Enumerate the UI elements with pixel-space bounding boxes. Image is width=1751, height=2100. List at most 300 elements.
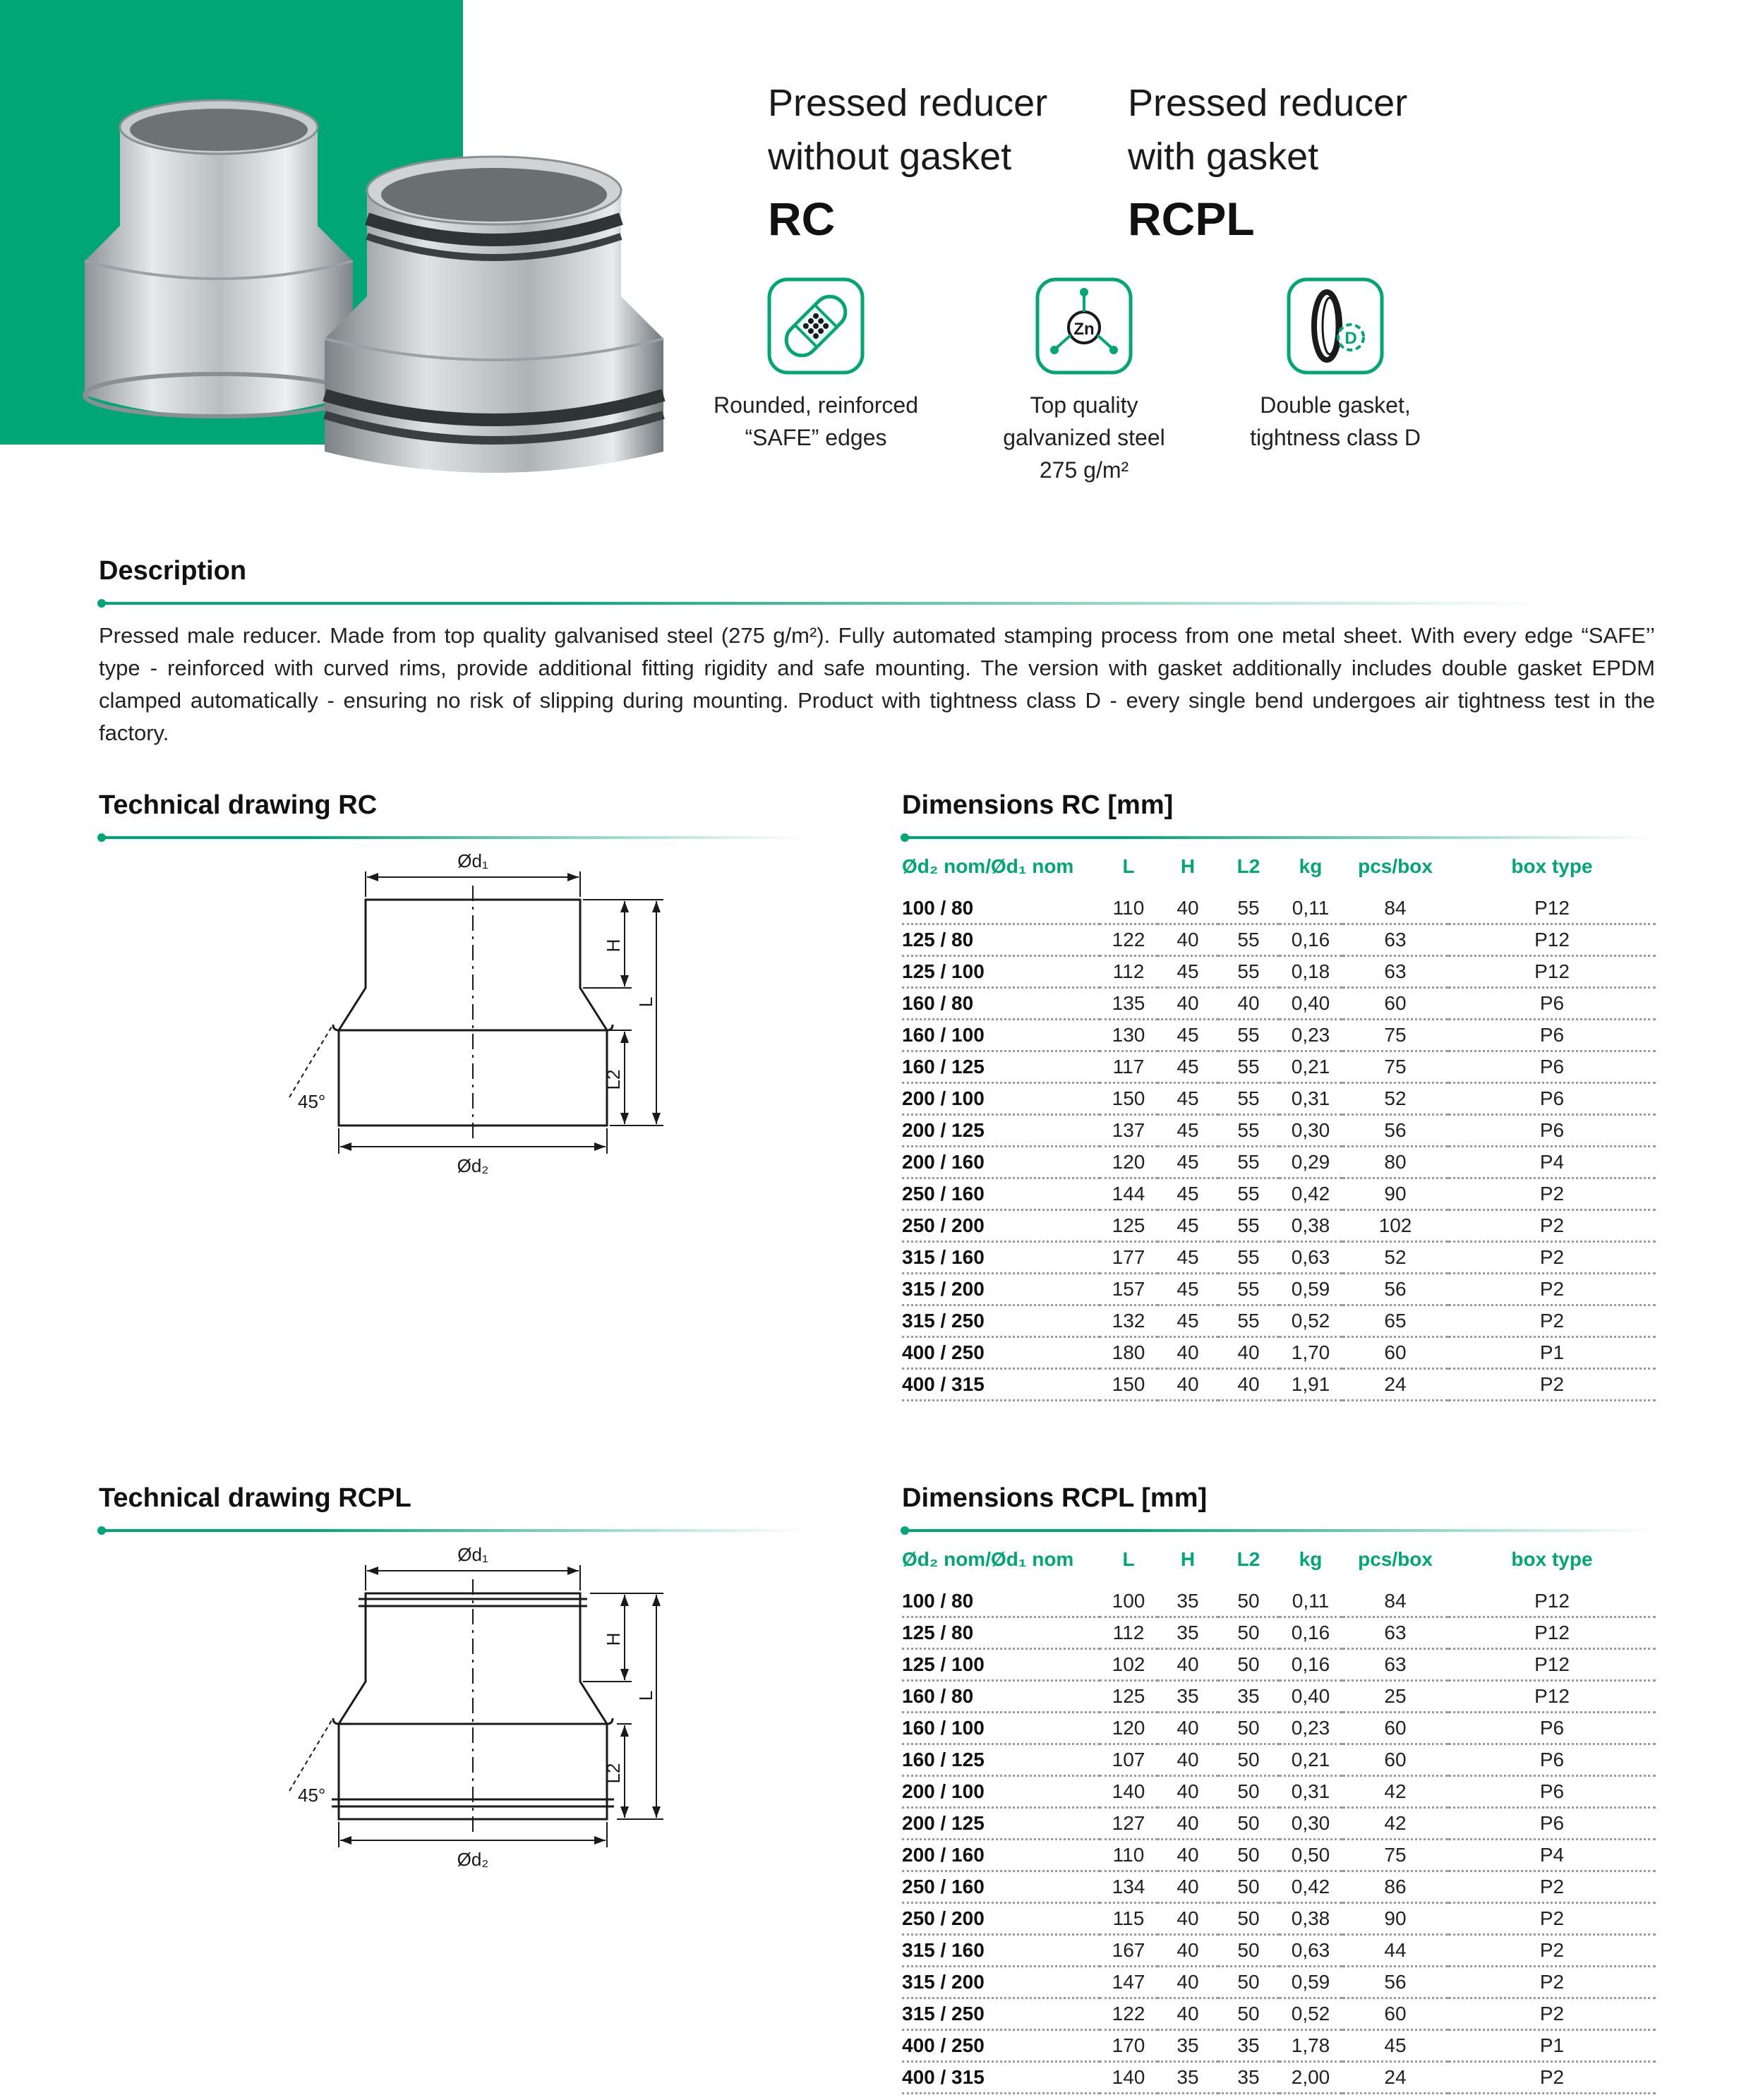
table-cell: 45 <box>1157 1051 1218 1083</box>
table-cell: 100 / 80 <box>902 893 1100 924</box>
table-row <box>902 1840 1656 1871</box>
product-photo <box>71 85 678 480</box>
table-spacer-cell <box>902 888 1656 893</box>
table-header-row <box>902 1538 1656 1581</box>
table-cell: P12 <box>1448 1617 1656 1649</box>
table-cell: 400 / 250 <box>902 2030 1100 2062</box>
table-cell: 125 <box>1100 1210 1157 1242</box>
col-header-l: L <box>1122 855 1135 877</box>
feature-double-gasket <box>1229 277 1441 454</box>
table-cell: 60 <box>1342 1337 1448 1369</box>
table-cell: P12 <box>1448 1586 1656 1617</box>
table-cell: 63 <box>1342 924 1448 956</box>
table-row <box>902 893 1656 924</box>
table-cell: 200 / 160 <box>902 1147 1100 1178</box>
table-row <box>902 1649 1656 1681</box>
table-cell: 0,23 <box>1279 1713 1342 1744</box>
product-title-rcpl <box>1128 76 1438 246</box>
table-row <box>902 1305 1656 1337</box>
feature-safe-edges <box>710 277 922 454</box>
table-cell: 122 <box>1100 924 1157 956</box>
table-row <box>902 1998 1656 2030</box>
table-row <box>902 1967 1656 1998</box>
table-row <box>902 1178 1656 1210</box>
table-cell: 160 / 125 <box>902 1744 1100 1776</box>
rcpl-label-angle: 45° <box>298 1785 326 1806</box>
table-cell: 75 <box>1342 1840 1448 1871</box>
table-cell: 55 <box>1218 1083 1279 1115</box>
table-cell: 40 <box>1157 988 1218 1020</box>
table-cell: 40 <box>1157 1871 1218 1903</box>
table-cell: 55 <box>1218 1147 1279 1178</box>
table-cell: 2,00 <box>1279 2062 1342 2094</box>
table-cell: 0,11 <box>1279 893 1342 924</box>
table-cell: P1 <box>1448 2030 1656 2062</box>
table-cell: 137 <box>1100 1115 1157 1147</box>
table-row <box>902 1147 1656 1178</box>
table-cell: 63 <box>1342 1649 1448 1681</box>
rc-label-d2: Ød₂ <box>457 1155 489 1175</box>
table-cell: 35 <box>1218 2030 1279 2062</box>
table-cell: 125 <box>1100 1681 1157 1713</box>
product-rc-code: RC <box>768 193 836 245</box>
table-cell: 180 <box>1100 1337 1157 1369</box>
table-cell: P2 <box>1448 1935 1656 1967</box>
feature-gasket-line1: Double gasket, <box>1260 392 1411 418</box>
table-cell: 117 <box>1100 1051 1157 1083</box>
table-cell: 40 <box>1157 1903 1218 1935</box>
table-cell: 24 <box>1342 2062 1448 2094</box>
table-cell: 55 <box>1218 924 1279 956</box>
table-cell: 50 <box>1218 1998 1279 2030</box>
table-cell: 55 <box>1218 1274 1279 1305</box>
drawing-rc-title: Technical drawing RC <box>99 790 378 820</box>
table-cell: 100 / 80 <box>902 1586 1100 1617</box>
table-cell: 42 <box>1342 1776 1448 1808</box>
product-rcpl-name-line2: with gasket <box>1128 135 1319 178</box>
table-cell: 115 <box>1100 1903 1157 1935</box>
table-cell: 400 / 250 <box>902 1337 1100 1369</box>
table-cell: P2 <box>1448 1210 1656 1242</box>
table-cell: 0,50 <box>1279 1840 1342 1871</box>
drawing-rcpl-title: Technical drawing RCPL <box>99 1483 411 1513</box>
table-cell: 40 <box>1157 1776 1218 1808</box>
table-cell: 127 <box>1100 1808 1157 1840</box>
double-gasket-class-d-icon <box>1286 277 1385 375</box>
table-cell: 160 / 100 <box>902 1713 1100 1744</box>
table-cell: 56 <box>1342 1967 1448 1998</box>
table-cell: P2 <box>1448 1369 1656 1401</box>
table-cell: 40 <box>1157 1840 1218 1871</box>
table-cell: 75 <box>1342 1051 1448 1083</box>
table-row <box>902 1744 1656 1776</box>
col-header-kg: kg <box>1299 1548 1323 1570</box>
table-cell: 250 / 160 <box>902 1871 1100 1903</box>
table-cell: 0,11 <box>1279 1586 1342 1617</box>
table-cell: 200 / 100 <box>902 1776 1100 1808</box>
table-cell: 160 / 80 <box>902 1681 1100 1713</box>
table-cell: 112 <box>1100 956 1157 988</box>
table-cell: 50 <box>1218 1713 1279 1744</box>
table-cell: 52 <box>1342 1242 1448 1274</box>
table-cell: 134 <box>1100 1871 1157 1903</box>
table-rc-title: Dimensions RC [mm] <box>902 790 1174 820</box>
table-cell: P2 <box>1448 1305 1656 1337</box>
table-cell: 84 <box>1342 893 1448 924</box>
col-header-l2: L2 <box>1236 1548 1260 1570</box>
table-cell: 132 <box>1100 1305 1157 1337</box>
product-rc-name-line2: without gasket <box>768 135 1012 178</box>
table-cell: 0,59 <box>1279 1274 1342 1305</box>
table-row <box>902 1871 1656 1903</box>
col-header-h: H <box>1180 1548 1196 1570</box>
table-cell: 1,91 <box>1279 1369 1342 1401</box>
table-row <box>902 1935 1656 1967</box>
col-header-pcs-box: pcs/box <box>1358 1548 1433 1570</box>
table-cell: 250 / 200 <box>902 1210 1100 1242</box>
table-cell: 50 <box>1218 1617 1279 1649</box>
table-cell: 50 <box>1218 1744 1279 1776</box>
table-cell: 55 <box>1218 1305 1279 1337</box>
table-cell: 0,16 <box>1279 924 1342 956</box>
table-cell: 90 <box>1342 1903 1448 1935</box>
table-cell: 80 <box>1342 1147 1448 1178</box>
table-cell: 50 <box>1218 1649 1279 1681</box>
table-cell: 100 <box>1100 1586 1157 1617</box>
table-row <box>902 1617 1656 1649</box>
table-header-row <box>902 845 1656 888</box>
table-row <box>902 1274 1656 1305</box>
rc-label-angle: 45° <box>298 1091 326 1112</box>
table-cell: 160 / 80 <box>902 988 1100 1020</box>
table-cell: 250 / 200 <box>902 1903 1100 1935</box>
table-cell: 35 <box>1218 1681 1279 1713</box>
drawing-rc-divider <box>99 836 805 839</box>
table-cell: 63 <box>1342 956 1448 988</box>
table-row <box>902 1020 1656 1051</box>
table-cell: 35 <box>1218 2062 1279 2094</box>
table-cell: 35 <box>1157 2062 1218 2094</box>
table-cell: 200 / 160 <box>902 1840 1100 1871</box>
table-row <box>902 1051 1656 1083</box>
table-cell: 130 <box>1100 1020 1157 1051</box>
table-cell: 90 <box>1342 1178 1448 1210</box>
table-cell: 40 <box>1157 893 1218 924</box>
table-cell: 400 / 315 <box>902 2062 1100 2094</box>
table-cell: 25 <box>1342 1681 1448 1713</box>
table-cell: 0,30 <box>1279 1115 1342 1147</box>
table-cell: 40 <box>1157 1998 1218 2030</box>
table-cell: 55 <box>1218 893 1279 924</box>
table-cell: 167 <box>1100 1935 1157 1967</box>
technical-drawing-rc <box>268 843 692 1175</box>
table-cell: 150 <box>1100 1083 1157 1115</box>
table-row <box>902 1337 1656 1369</box>
table-cell: 50 <box>1218 1840 1279 1871</box>
table-cell: 45 <box>1157 1178 1218 1210</box>
table-spacer <box>902 888 1656 893</box>
table-cell: 125 / 100 <box>902 1649 1100 1681</box>
table-cell: 0,40 <box>1279 988 1342 1020</box>
table-row <box>902 2030 1656 2062</box>
table-cell: P2 <box>1448 1998 1656 2030</box>
table-cell: 0,31 <box>1279 1083 1342 1115</box>
description-divider <box>99 602 1546 605</box>
product-rcpl-code: RCPL <box>1128 193 1255 245</box>
table-cell: 315 / 200 <box>902 1967 1100 1998</box>
table-row <box>902 1713 1656 1744</box>
table-cell: 35 <box>1157 1617 1218 1649</box>
table-rc-divider <box>902 836 1657 839</box>
table-cell: 0,16 <box>1279 1617 1342 1649</box>
table-row <box>902 956 1656 988</box>
table-cell: 60 <box>1342 1713 1448 1744</box>
table-cell: 170 <box>1100 2030 1157 2062</box>
product-rc-name-line1: Pressed reducer <box>768 82 1048 124</box>
table-cell: P12 <box>1448 1649 1656 1681</box>
rc-label-h: H <box>603 939 624 953</box>
table-cell: 1,78 <box>1279 2030 1342 2062</box>
table-cell: 315 / 160 <box>902 1242 1100 1274</box>
table-row <box>902 1903 1656 1935</box>
table-cell: 55 <box>1218 1210 1279 1242</box>
description-text: Pressed male reducer. Made from top quality galvanised steel (275 g/m²). Fully automated stamping process from one metal sheet. With every edge “SAFE’’ type - reinforced with curved rims, provide additional fitting rigidity and safe mounting. The version with gasket additionally includes double gasket EPDM clamped automatically - ensuring no risk of slipping during mounting. Product with tightness class D - every single bend undergoes air tightness test in the factory. <box>99 623 1655 745</box>
table-cell: 40 <box>1157 1649 1218 1681</box>
col-header-pcs-box: pcs/box <box>1358 855 1433 877</box>
svg-text:D: D <box>1344 329 1357 348</box>
table-cell: 24 <box>1342 1369 1448 1401</box>
rc-label-l2: L2 <box>603 1069 624 1090</box>
table-cell: 200 / 125 <box>902 1115 1100 1147</box>
table-cell: 50 <box>1218 1967 1279 1998</box>
feature-safe-line1: Rounded, reinforced <box>714 392 918 418</box>
table-cell: 40 <box>1218 1337 1279 1369</box>
table-cell: 144 <box>1100 1178 1157 1210</box>
table-row <box>902 1776 1656 1808</box>
table-row <box>902 1083 1656 1115</box>
col-header-kg: kg <box>1299 855 1323 877</box>
table-cell: 400 / 315 <box>902 1369 1100 1401</box>
table-rcpl-divider <box>902 1529 1657 1532</box>
table-cell: 0,21 <box>1279 1744 1342 1776</box>
table-cell: 147 <box>1100 1967 1157 1998</box>
feature-galv-line2: galvanized steel <box>1003 425 1165 450</box>
feature-galv-line1: Top quality <box>1030 392 1138 418</box>
table-cell: 40 <box>1157 1935 1218 1967</box>
table-cell: 40 <box>1157 1713 1218 1744</box>
table-cell: P12 <box>1448 956 1656 988</box>
table-cell: 0,16 <box>1279 1649 1342 1681</box>
col-header-l: L <box>1122 1548 1135 1570</box>
table-cell: 0,23 <box>1279 1020 1342 1051</box>
table-spacer <box>902 1581 1656 1586</box>
table-cell: 157 <box>1100 1274 1157 1305</box>
table-cell: 50 <box>1218 1903 1279 1935</box>
table-cell: 42 <box>1342 1808 1448 1840</box>
col-header-box-type: box type <box>1511 855 1593 877</box>
table-spacer-cell <box>902 1581 1656 1586</box>
table-rcpl-title: Dimensions RCPL [mm] <box>902 1483 1208 1513</box>
feature-safe-line2: “SAFE” edges <box>745 425 887 450</box>
table-cell: 110 <box>1100 1840 1157 1871</box>
table-cell: 45 <box>1157 1210 1218 1242</box>
table-cell: P6 <box>1448 1776 1656 1808</box>
table-cell: 60 <box>1342 1744 1448 1776</box>
table-row <box>902 1369 1656 1401</box>
table-cell: 45 <box>1342 2030 1448 2062</box>
table-cell: 56 <box>1342 1274 1448 1305</box>
table-cell: 55 <box>1218 956 1279 988</box>
table-cell: 107 <box>1100 1744 1157 1776</box>
table-cell: 112 <box>1100 1617 1157 1649</box>
table-cell: 0,31 <box>1279 1776 1342 1808</box>
table-cell: 0,40 <box>1279 1681 1342 1713</box>
table-cell: 60 <box>1342 988 1448 1020</box>
table-cell: 315 / 250 <box>902 1305 1100 1337</box>
table-cell: P12 <box>1448 893 1656 924</box>
table-cell: 315 / 250 <box>902 1998 1100 2030</box>
table-cell: P2 <box>1448 1967 1656 1998</box>
rc-label-d1: Ød₁ <box>457 850 488 871</box>
rcpl-label-h: H <box>603 1632 624 1646</box>
table-cell: 0,38 <box>1279 1210 1342 1242</box>
table-cell: 0,42 <box>1279 1178 1342 1210</box>
table-row <box>902 1586 1656 1617</box>
table-cell: 75 <box>1342 1020 1448 1051</box>
table-cell: 125 / 80 <box>902 924 1100 956</box>
table-cell: 1,70 <box>1279 1337 1342 1369</box>
table-cell: 122 <box>1100 1998 1157 2030</box>
table-cell: P12 <box>1448 924 1656 956</box>
table-cell: P2 <box>1448 1274 1656 1305</box>
table-cell: 40 <box>1157 1369 1218 1401</box>
table-row <box>902 924 1656 956</box>
table-cell: 0,38 <box>1279 1903 1342 1935</box>
table-cell: P6 <box>1448 1051 1656 1083</box>
table-cell: 120 <box>1100 1713 1157 1744</box>
table-cell: 40 <box>1218 1369 1279 1401</box>
table-row <box>902 1808 1656 1840</box>
table-cell: 0,63 <box>1279 1242 1342 1274</box>
table-cell: 45 <box>1157 1274 1218 1305</box>
table-cell: 55 <box>1218 1115 1279 1147</box>
table-cell: 45 <box>1157 1020 1218 1051</box>
table-cell: P2 <box>1448 1903 1656 1935</box>
table-cell: 45 <box>1157 1083 1218 1115</box>
table-cell: 160 / 125 <box>902 1051 1100 1083</box>
table-cell: 40 <box>1157 924 1218 956</box>
rcpl-label-l2: L2 <box>603 1763 624 1784</box>
table-cell: 0,52 <box>1279 1305 1342 1337</box>
table-cell: P6 <box>1448 1115 1656 1147</box>
col-header-diameter: Ød₂ nom/Ød₁ nom <box>902 855 1074 877</box>
table-cell: 45 <box>1157 1242 1218 1274</box>
table-row <box>902 1681 1656 1713</box>
table-cell: P6 <box>1448 1083 1656 1115</box>
table-cell: 40 <box>1157 1337 1218 1369</box>
rcpl-label-l: L <box>635 1690 656 1701</box>
table-cell: 250 / 160 <box>902 1178 1100 1210</box>
table-cell: 0,63 <box>1279 1935 1342 1967</box>
table-cell: P2 <box>1448 1178 1656 1210</box>
table-cell: 315 / 200 <box>902 1274 1100 1305</box>
table-cell: P6 <box>1448 1808 1656 1840</box>
table-cell: 45 <box>1157 1115 1218 1147</box>
table-cell: 0,42 <box>1279 1871 1342 1903</box>
table-cell: P2 <box>1448 2062 1656 2094</box>
table-cell: P6 <box>1448 988 1656 1020</box>
rc-label-l: L <box>635 996 656 1008</box>
table-cell: 50 <box>1218 1586 1279 1617</box>
svg-text:Zn: Zn <box>1073 320 1095 339</box>
table-cell: 35 <box>1157 2030 1218 2062</box>
table-cell: 125 / 80 <box>902 1617 1100 1649</box>
table-cell: 315 / 160 <box>902 1935 1100 1967</box>
table-cell: 0,59 <box>1279 1967 1342 1998</box>
table-cell: 140 <box>1100 1776 1157 1808</box>
feature-galvanized <box>978 277 1190 486</box>
table-cell: 55 <box>1218 1020 1279 1051</box>
feature-galv-line3: 275 g/m² <box>1039 457 1129 483</box>
table-cell: 0,21 <box>1279 1051 1342 1083</box>
dimensions-rcpl-table <box>902 1538 1656 2094</box>
table-cell: 120 <box>1100 1147 1157 1178</box>
table-cell: 102 <box>1100 1649 1157 1681</box>
table-cell: 110 <box>1100 893 1157 924</box>
table-cell: 35 <box>1157 1586 1218 1617</box>
table-cell: 200 / 100 <box>902 1083 1100 1115</box>
table-cell: 150 <box>1100 1369 1157 1401</box>
table-cell: P4 <box>1448 1147 1656 1178</box>
dimensions-rc-table <box>902 845 1656 1401</box>
table-cell: 50 <box>1218 1871 1279 1903</box>
table-cell: 40 <box>1157 1967 1218 1998</box>
col-header-h: H <box>1180 855 1196 877</box>
reducer-rc-photo <box>85 100 353 416</box>
table-row <box>902 1210 1656 1242</box>
col-header-l2: L2 <box>1236 855 1260 877</box>
table-cell: 102 <box>1342 1210 1448 1242</box>
table-cell: 60 <box>1342 1998 1448 2030</box>
table-cell: 40 <box>1157 1744 1218 1776</box>
table-cell: 177 <box>1100 1242 1157 1274</box>
table-cell: 45 <box>1157 1147 1218 1178</box>
table-cell: 86 <box>1342 1871 1448 1903</box>
description-title: Description <box>99 556 247 586</box>
table-cell: 55 <box>1218 1051 1279 1083</box>
table-cell: 44 <box>1342 1935 1448 1967</box>
table-cell: 35 <box>1157 1681 1218 1713</box>
table-cell: P2 <box>1448 1242 1656 1274</box>
table-cell: 63 <box>1342 1617 1448 1649</box>
table-cell: 45 <box>1157 1305 1218 1337</box>
table-cell: 50 <box>1218 1776 1279 1808</box>
table-cell: 55 <box>1218 1242 1279 1274</box>
table-cell: 45 <box>1157 956 1218 988</box>
table-cell: 0,29 <box>1279 1147 1342 1178</box>
table-cell: 160 / 100 <box>902 1020 1100 1051</box>
table-cell: P12 <box>1448 1681 1656 1713</box>
drawing-rcpl-divider <box>99 1529 805 1532</box>
table-cell: 0,52 <box>1279 1998 1342 2030</box>
rcpl-label-d2: Ød₂ <box>457 1849 489 1869</box>
product-title-rc <box>768 76 1078 246</box>
table-cell: P4 <box>1448 1840 1656 1871</box>
table-cell: 56 <box>1342 1115 1448 1147</box>
table-cell: P1 <box>1448 1337 1656 1369</box>
table-cell: 140 <box>1100 2062 1157 2094</box>
reducer-rcpl-photo <box>325 157 663 473</box>
